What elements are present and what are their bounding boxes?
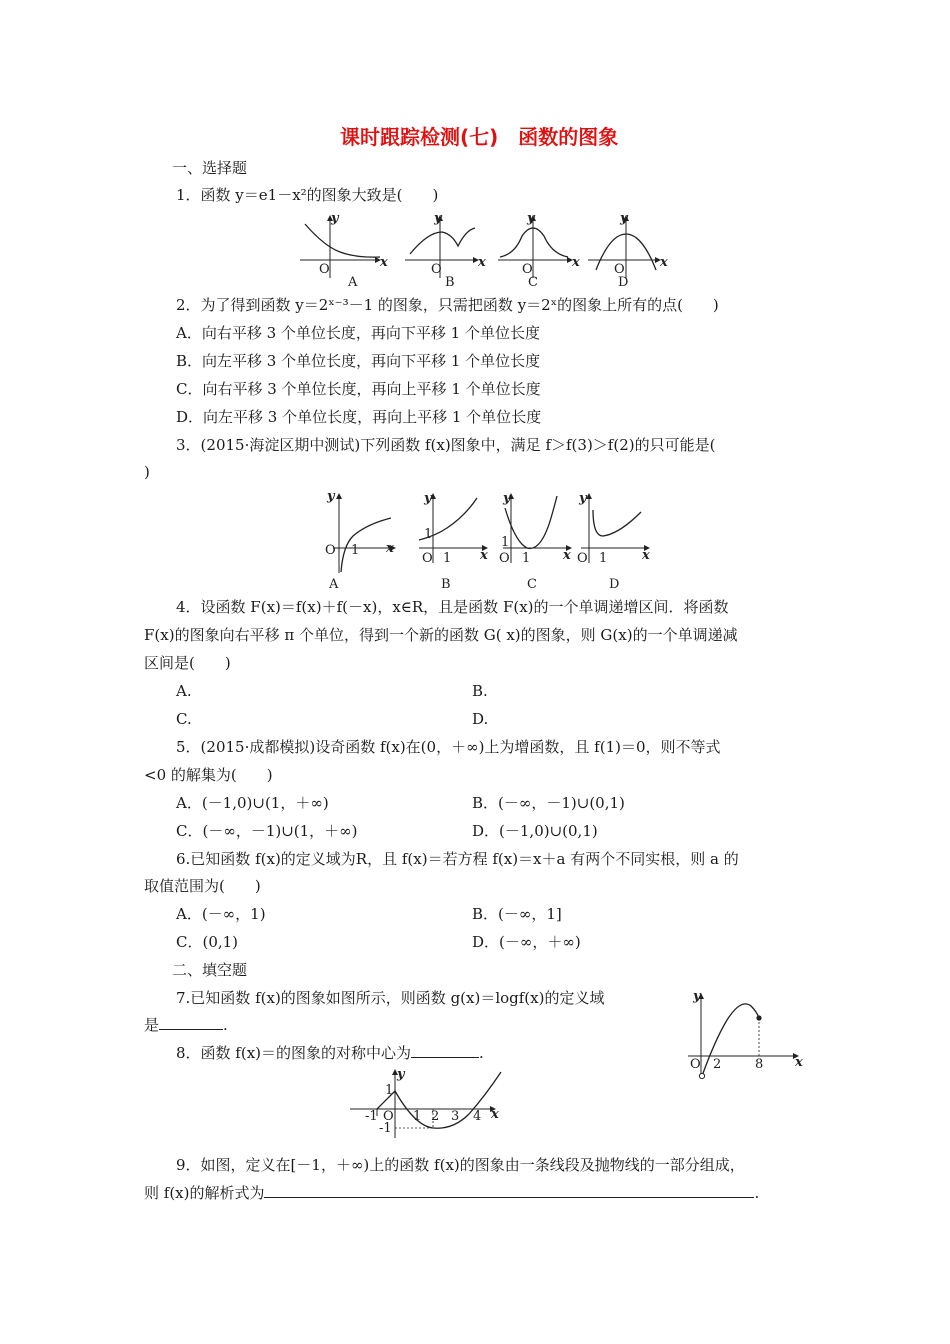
- question-5-line1: 5．(2015·成都模拟)设奇函数 f(x)在(0，＋∞)上为增函数，且 f(1)＝0，则不等式: [176, 738, 721, 756]
- question-3-line1: 3．(2015·海淀区期中测试)下列函数 f(x)图象中，满足 f＞f(3)＞f(2)的只可能是(: [176, 436, 716, 454]
- q9-tick-4: 4: [473, 1109, 482, 1124]
- q6-option-a: A．(－∞，1): [176, 905, 266, 923]
- svg-text:x: x: [642, 548, 650, 563]
- svg-text:O: O: [422, 551, 433, 566]
- q3-label-b: B: [441, 577, 451, 592]
- svg-text:O: O: [577, 551, 588, 566]
- q3-graph-a: [325, 489, 395, 592]
- question-6-line1: 6.已知函数 f(x)的定义域为R，且 f(x)＝若方程 f(x)＝x＋a 有两个不同实根，则 a 的: [176, 850, 739, 868]
- svg-text:x: x: [795, 1055, 803, 1070]
- question-7-line1: 7.已知函数 f(x)的图象如图所示，则函数 g(x)＝logf(x)的定义域: [176, 989, 605, 1007]
- q7-tick-2: 2: [713, 1057, 722, 1072]
- q9-answer-blank[interactable]: [264, 1183, 754, 1198]
- question-9-line1: 9．如图，定义在[－1，＋∞)上的函数 f(x)的图象由一条线段及抛物线的一部分组成，: [176, 1156, 745, 1174]
- q3-graph-c: [499, 491, 571, 592]
- svg-text:x: x: [563, 548, 571, 563]
- q5-option-c: C．(－∞，－1)∪(1，＋∞): [176, 822, 358, 840]
- q1a-origin: O: [319, 262, 330, 277]
- question-4-line3: 区间是( ): [144, 654, 231, 672]
- q3-label-c: C: [527, 577, 537, 592]
- q4-option-b: B.: [472, 682, 488, 700]
- q9-tick-neg1: -1: [365, 1109, 378, 1124]
- q1c-y-label: y: [527, 211, 535, 226]
- q6-option-d: D．(－∞，＋∞): [472, 933, 581, 951]
- q3-graph-b: [419, 491, 488, 592]
- q5-option-d: D．(－1,0)∪(0,1): [472, 822, 598, 840]
- question-2-text: 2．为了得到函数 y＝2ˣ⁻³－1 的图象，只需把函数 y＝2ˣ的图象上所有的点( ): [176, 296, 719, 314]
- q1b-x-label: x: [478, 255, 486, 270]
- svg-text:x: x: [480, 548, 488, 563]
- svg-text:x: x: [491, 1107, 499, 1122]
- q1c-x-label: x: [572, 255, 580, 270]
- svg-text:O: O: [325, 543, 336, 558]
- q1d-x-label: x: [660, 255, 668, 270]
- section-heading-fill: 二、填空题: [172, 961, 248, 979]
- q1a-y-label: y: [331, 211, 339, 226]
- q4-option-a: A.: [176, 682, 192, 700]
- q3-label-d: D: [609, 577, 620, 592]
- svg-text:y: y: [693, 989, 701, 1004]
- svg-text:1: 1: [522, 551, 531, 566]
- svg-text:x: x: [386, 541, 394, 556]
- q1a-x-label: x: [380, 255, 388, 270]
- q1-graph-a: [300, 211, 388, 290]
- svg-text:y: y: [503, 491, 511, 506]
- question-1-graphs: [300, 210, 670, 290]
- svg-text:O: O: [690, 1057, 701, 1072]
- svg-text:1: 1: [501, 535, 510, 550]
- svg-text:O: O: [383, 1109, 394, 1124]
- q9-ytick-1: 1: [385, 1083, 394, 1098]
- q1-label-d: D: [618, 275, 629, 290]
- q1c-origin: O: [522, 262, 533, 277]
- q1-label-b: B: [445, 275, 455, 290]
- q2-option-d: D．向左平移 3 个单位长度，再向上平移 1 个单位长度: [176, 408, 542, 426]
- q1-label-a: A: [348, 275, 358, 290]
- question-9-line2: 则 f(x)的解析式为 .: [144, 1184, 760, 1202]
- svg-text:1: 1: [443, 551, 452, 566]
- q3-graph-d: [577, 491, 650, 592]
- q1-graph-b: [405, 211, 486, 290]
- svg-text:y: y: [397, 1067, 405, 1082]
- q9-tick-3: 3: [451, 1109, 460, 1124]
- question-9-graph: [345, 1066, 510, 1146]
- svg-text:y: y: [327, 489, 335, 504]
- question-3-graphs: [315, 488, 665, 593]
- question-6-line2: 取值范围为( ): [144, 877, 261, 895]
- q6-option-c: C．(0,1): [176, 933, 239, 951]
- q1-label-c: C: [528, 275, 538, 290]
- q1b-origin: O: [431, 262, 442, 277]
- svg-text:y: y: [424, 491, 432, 506]
- q1b-y-label: y: [434, 211, 442, 226]
- svg-text:1: 1: [599, 551, 608, 566]
- question-4-line1: 4．设函数 F(x)＝f(x)＋f(－x)，x∈R，且是函数 F(x)的一个单调递增区间．将函数: [176, 598, 729, 616]
- q5-option-a: A．(－1,0)∪(1，＋∞): [176, 794, 329, 812]
- svg-text:1: 1: [424, 527, 433, 542]
- q7-tick-8: 8: [755, 1057, 764, 1072]
- question-7-graph: [683, 988, 808, 1098]
- q9-tick-1: 1: [413, 1109, 422, 1124]
- q4-option-c: C.: [176, 710, 192, 728]
- q5-option-b: B．(－∞，－1)∪(0,1): [472, 794, 625, 812]
- question-3-line2: ): [144, 463, 150, 481]
- svg-text:y: y: [579, 491, 587, 506]
- q4-option-d: D.: [472, 710, 489, 728]
- q2-option-a: A．向右平移 3 个单位长度，再向下平移 1 个单位长度: [176, 324, 540, 342]
- q8-answer-blank[interactable]: [411, 1043, 479, 1058]
- q1-graph-c: [498, 211, 580, 290]
- question-5-line2: <0 的解集为( ): [144, 766, 273, 784]
- q1-graph-d: [588, 211, 668, 290]
- q1d-y-label: y: [620, 211, 628, 226]
- q9-tick-2: 2: [431, 1109, 440, 1124]
- q6-option-b: B．(－∞，1]: [472, 905, 562, 923]
- q2-option-b: B．向左平移 3 个单位长度，再向下平移 1 个单位长度: [176, 352, 541, 370]
- q9-ytick-neg1: -1: [379, 1121, 392, 1136]
- question-7-line2: 是 .: [144, 1016, 228, 1034]
- q2-option-c: C．向右平移 3 个单位长度，再向上平移 1 个单位长度: [176, 380, 541, 398]
- page-title: 课时跟踪检测(七) 函数的图象: [340, 125, 619, 149]
- svg-text:1: 1: [351, 543, 360, 558]
- q7-answer-blank[interactable]: [159, 1015, 223, 1030]
- q3-label-a: A: [329, 577, 339, 592]
- section-heading-choice: 一、选择题: [172, 159, 248, 177]
- question-1-text: 1．函数 y＝e1－x²的图象大致是( ): [176, 186, 439, 204]
- question-4-line2: F(x)的图象向右平移 π 个单位，得到一个新的函数 G( x)的图象，则 G(x)的一个单调递减: [144, 626, 738, 644]
- svg-text:O: O: [499, 551, 510, 566]
- question-8-text: 8．函数 f(x)＝的图象的对称中心为 .: [176, 1044, 484, 1062]
- q1d-origin: O: [614, 262, 625, 277]
